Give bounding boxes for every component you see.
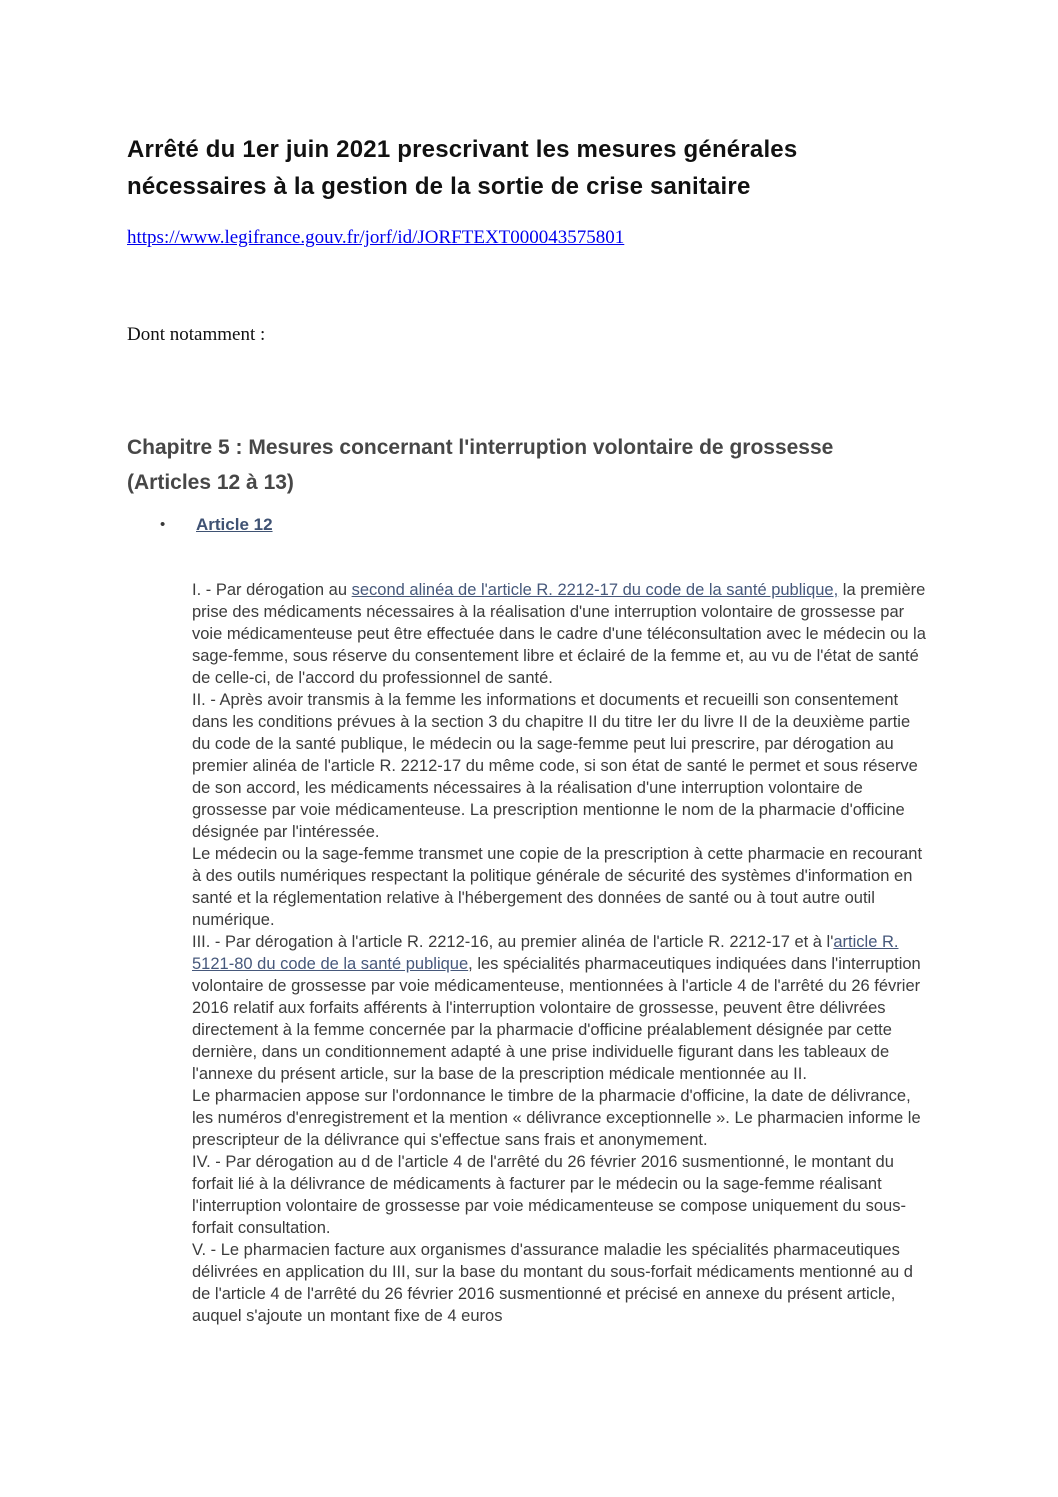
article-12-link[interactable]: Article 12 [196,515,273,534]
paragraph-text: Le pharmacien appose sur l'ordonnance le timbre de la pharmacie d'officine, la date de délivrance, les numéros d'enregistrement et la mention « délivrance exceptionnelle ». Le pharmacien informe le prescripteur de la délivrance qui s'effectue sans frais et anonymement. [192,1087,921,1149]
article-body [192,579,932,1327]
article-paragraph [192,1151,932,1239]
inline-legal-link[interactable]: article R. 5121-80 du code de la santé publique [192,933,899,973]
paragraph-text: V. - Le pharmacien facture aux organismes d'assurance maladie les spécialités pharmaceutiques délivrées en application du III, sur la base du montant du sous-forfait médicaments mentionné au d de l'article 4 de l'arrêté du 26 février 2016 susmentionné et précisé en annexe du présent article, auquel s'ajoute un montant fixe de 4 euros [192,1241,913,1325]
paragraph-text: , les spécialités pharmaceutiques indiquées dans l'interruption volontaire de grossesse par voie médicamenteuse, mentionnées à l'article 4 de l'arrêté du 26 février 2016 relatif aux forfaits afférents à l'interruption volontaire de grossesse, peuvent être délivrées directement à la femme concernée par la pharmacie d'officine préalablement désignée par cette dernière, dans un conditionnement adapté à une prise individuelle figurant dans les tableaux de l'annexe du présent article, sur la base de la prescription médicale mentionnée au II. [192,955,921,1083]
legifrance-url-link[interactable]: https://www.legifrance.gouv.fr/jorf/id/JORFTEXT000043575801 [127,227,625,248]
paragraph-text: I. - Par dérogation au [192,581,352,599]
paragraph-text: II. - Après avoir transmis à la femme les informations et documents et recueilli son consentement dans les conditions prévues à la section 3 du chapitre II du titre Ier du livre II de la deuxième partie du code de la santé publique, le médecin ou la sage-femme peut lui prescrire, par dérogation au premier alinéa de l'article R. 2212-17 du même code, si son état de santé le permet et sous réserve de son accord, les médicaments nécessaires à la réalisation d'une interruption volontaire de grossesse par voie médicamenteuse. La prescription mentionne le nom de la pharmacie d'officine désignée par l'intéressée. [192,691,918,841]
source-link-line [127,226,958,250]
paragraph-text: la première prise des médicaments nécessaires à la réalisation d'une interruption volontaire de grossesse par voie médicamenteuse peut être effectuée dans le cadre d'une téléconsultation avec le médecin ou la sage-femme, sous réserve du consentement libre et éclairé de la femme et, au vu de l'état de santé de celle-ci, de l'accord du professionnel de santé. [192,581,926,687]
article-paragraph [192,579,932,689]
paragraph-text: III. - Par dérogation à l'article R. 2212-16, au premier alinéa de l'article R. 2212-17 et à l' [192,933,834,951]
paragraph-text: Le médecin ou la sage-femme transmet une copie de la prescription à cette pharmacie en recourant à des outils numériques respectant la politique générale de sécurité des systèmes d'information en santé et la réglementation relative à l'hébergement des données de santé ou à tout autre outil numérique. [192,845,923,929]
bullet-icon: • [160,516,166,533]
paragraph-text: IV. - Par dérogation au d de l'article 4 de l'arrêté du 26 février 2016 susmentionné, le montant du forfait lié à la délivrance de médicaments à facturer par le médecin ou la sage-femme réalisant l'interruption volontaire de grossesse par voie médicamenteuse se compose uniquement du sous-forfait consultation. [192,1153,906,1237]
article-paragraph [192,931,932,1085]
document-title: Arrêté du 1er juin 2021 prescrivant les mesures générales nécessaires à la gestion de la sortie de crise sanitaire [127,136,798,200]
article-paragraph [192,1085,932,1151]
intro-text: Dont notamment : [127,324,266,345]
article-paragraph [192,1239,932,1327]
article-list [127,514,958,536]
article-paragraph [192,843,932,931]
list-item-article-12 [127,514,958,536]
inline-legal-link[interactable]: second alinéa de l'article R. 2212-17 du code de la santé publique, [351,581,839,599]
article-paragraph [192,689,932,843]
chapter-5-heading: Chapitre 5 : Mesures concernant l'interruption volontaire de grossesse (Articles 12 à 13) [127,436,834,494]
